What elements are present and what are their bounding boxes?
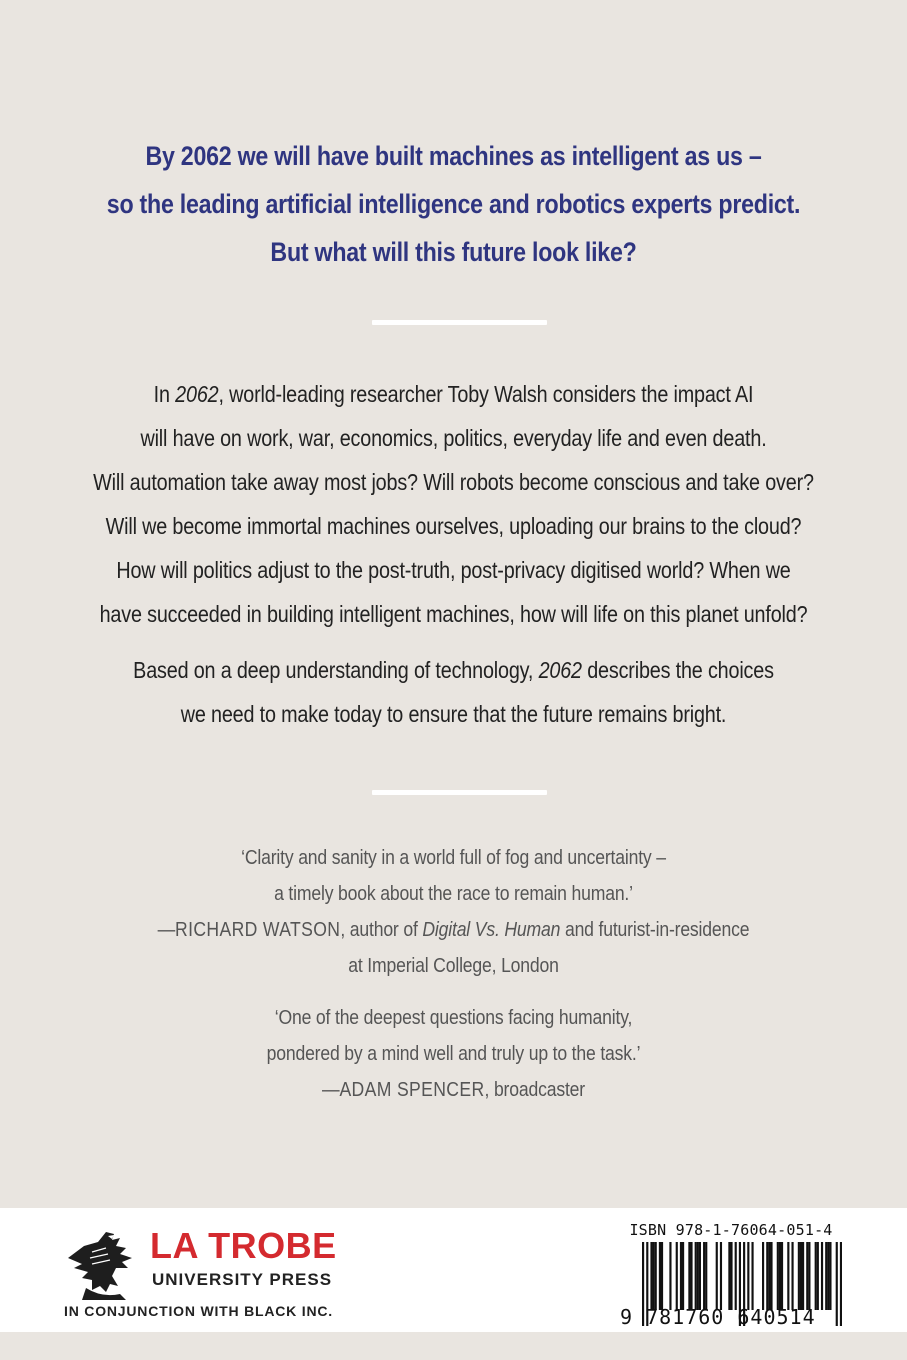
blurb-text: have succeeded in building intelligent machines, how will life on this planet unfold?: [99, 601, 808, 627]
attribution-text: and futurist-in-residence: [560, 919, 750, 941]
publisher-subtitle: UNIVERSITY PRESS: [152, 1270, 333, 1289]
attribution-dash: —: [322, 1079, 340, 1101]
barcode-bar: [825, 1242, 827, 1310]
publisher-name: LA TROBE: [150, 1225, 337, 1266]
barcode-bar: [697, 1242, 699, 1310]
barcode-bar: [821, 1242, 823, 1310]
quote-text: ‘One of the deepest questions facing humanity,: [274, 1007, 633, 1029]
barcode-bar: [669, 1242, 671, 1310]
quote-attribution: [54, 912, 852, 948]
tagline-line: so the leading artificial intelligence and robotics experts predict.: [106, 189, 801, 219]
barcode-bar: [650, 1242, 652, 1310]
barcode-bar: [695, 1242, 697, 1310]
blurb-text: , world-leading researcher Toby Walsh considers the impact AI: [218, 381, 754, 407]
blurb-text: we need to make today to ensure that the future remains bright.: [180, 701, 727, 727]
blurb-paragraph-2: [63, 648, 843, 736]
tagline: [63, 132, 843, 276]
tagline-line: But what will this future look like?: [270, 237, 637, 267]
endorsement-2: [54, 1000, 852, 1108]
barcode-bar: [699, 1242, 701, 1310]
barcode-bar: [688, 1242, 690, 1310]
barcode-bar: [655, 1242, 657, 1310]
blurb-text: Based on a deep understanding of technology,: [133, 657, 539, 683]
barcode-block: [620, 1221, 842, 1329]
barcode-bar: [676, 1242, 678, 1310]
barcode-bar: [705, 1242, 707, 1310]
barcode-bar: [777, 1242, 779, 1310]
blurb-text: will have on work, war, economics, politics, everyday life and even death.: [140, 425, 767, 451]
barcode-bar: [653, 1242, 655, 1310]
barcode-bar: [661, 1242, 663, 1310]
barcode-bar: [768, 1242, 770, 1310]
barcode-bar: [787, 1242, 789, 1310]
barcode-bar: [682, 1242, 684, 1310]
barcode-bar: [802, 1242, 804, 1310]
isbn-label: ISBN 978-1-76064-051-4: [629, 1221, 833, 1239]
barcode-bar: [680, 1242, 682, 1310]
barcode-bar: [766, 1242, 768, 1310]
barcode-bar: [730, 1242, 732, 1310]
blurb: [63, 372, 843, 736]
attribution-name: RICHARD WATSON: [175, 919, 341, 941]
attribution-dash: —: [157, 919, 176, 941]
attribution-name: ADAM SPENCER: [339, 1079, 485, 1101]
barcode-bar: [751, 1242, 753, 1310]
blurb-text: In: [153, 381, 176, 407]
divider-rule: [372, 790, 547, 795]
divider-rule: [372, 320, 547, 325]
blurb-text: describes the choices: [581, 657, 774, 683]
quote-text: pondered by a mind well and truly up to the task.’: [266, 1043, 641, 1065]
barcode-bar: [817, 1242, 819, 1310]
tagline-line: By 2062 we will have built machines as intelligent as us –: [145, 141, 762, 171]
quote-text: ‘Clarity and sanity in a world full of fog and uncertainty –: [241, 847, 666, 869]
publisher-footer: [0, 1208, 907, 1332]
endorsement-1: [54, 840, 852, 984]
blurb-text: How will politics adjust to the post-truth, post-privacy digitised world? When we: [116, 557, 791, 583]
barcode-bar: [770, 1242, 772, 1310]
barcode-bar: [762, 1242, 764, 1310]
quote-attribution: [54, 1072, 852, 1108]
attribution-text: , broadcaster: [484, 1079, 585, 1101]
book-title: 2062: [538, 657, 582, 683]
attribution-book: Digital Vs. Human: [422, 919, 561, 941]
barcode-bar: [779, 1242, 781, 1310]
barcode-bar: [735, 1242, 737, 1310]
barcode-bar: [791, 1242, 793, 1310]
blurb-paragraph-1: [63, 372, 843, 636]
quote-attribution-line: at Imperial College, London: [348, 955, 559, 977]
barcode-bar: [806, 1242, 808, 1310]
barcode-bar: [716, 1242, 718, 1310]
attribution-text: , author of: [340, 919, 423, 941]
barcode-bar: [659, 1242, 661, 1310]
quote-text: a timely book about the race to remain human.’: [274, 883, 633, 905]
barcode-bar: [781, 1242, 783, 1310]
bottom-strip: [0, 1332, 907, 1360]
barcode-bar: [720, 1242, 722, 1310]
endorsements: [54, 840, 852, 1108]
barcode-bar: [798, 1242, 800, 1310]
eagle-icon: [62, 1228, 144, 1306]
publisher-association: IN CONJUNCTION WITH BLACK INC.: [64, 1303, 333, 1319]
blurb-text: Will automation take away most jobs? Will robots become conscious and take over?: [93, 469, 814, 495]
barcode-bar: [690, 1242, 692, 1310]
barcode-bar: [827, 1242, 829, 1310]
barcode-bar: [703, 1242, 705, 1310]
book-title: 2062: [175, 381, 219, 407]
barcode-digits: 9 781760 640514: [620, 1305, 816, 1329]
barcode-bar: [829, 1242, 831, 1310]
blurb-text: Will we become immortal machines ourselves, uploading our brains to the cloud?: [105, 513, 802, 539]
barcode-bar: [815, 1242, 817, 1310]
barcode-bar: [747, 1242, 749, 1310]
barcode-bar: [800, 1242, 802, 1310]
barcode-bar: [728, 1242, 730, 1310]
barcode-bar: [808, 1242, 810, 1310]
